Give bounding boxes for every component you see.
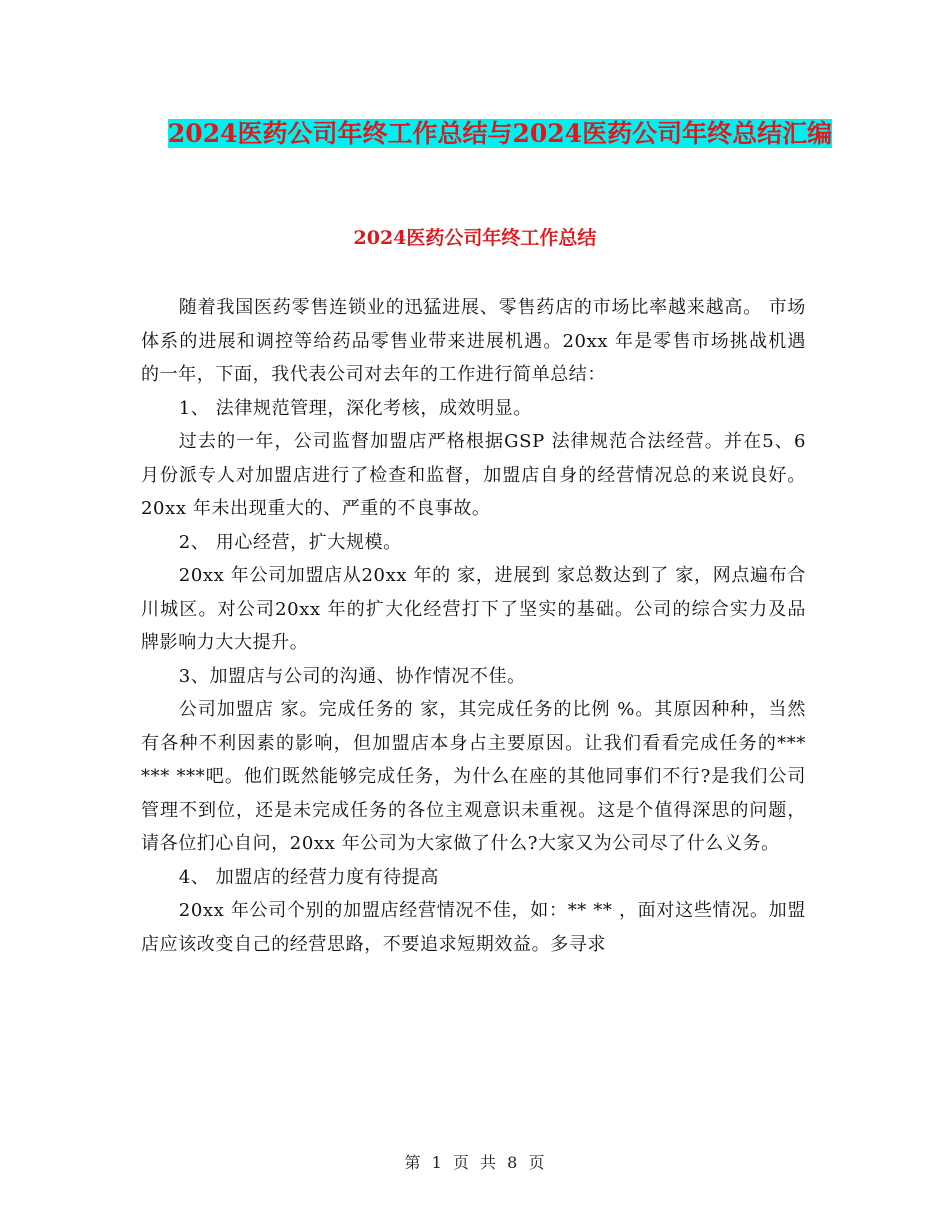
- paragraph-heading-1: 1、 法律规范管理，深化考核，成效明显。: [178, 397, 532, 419]
- footer-current-page: 1: [431, 1153, 443, 1172]
- paragraph-heading-2: 2、 用心经营，扩大规模。: [178, 531, 402, 553]
- document-body: [141, 291, 806, 961]
- paragraph-intro: 随着我国医药零售连锁业的迅猛进展、零售药店的市场比率越来越高。 市场体系的进展和调控等给药品零售业带来进展机遇。20xx 年是零售市场挑战机遇的一年，下面，我代表公司对去年的工作进行简单总结：: [141, 297, 806, 385]
- paragraph-heading-3: 3、加盟店与公司的沟通、协作情况不佳。: [178, 665, 526, 687]
- document-title-text: 2024医药公司年终工作总结与2024医药公司年终总结汇编: [167, 119, 833, 148]
- footer-label-total: 共: [480, 1153, 498, 1172]
- footer-label-page: 第: [404, 1153, 422, 1172]
- page-footer: [0, 1152, 950, 1174]
- paragraph-heading-4: 4、 加盟店的经营力度有待提高: [178, 866, 439, 888]
- paragraph-body-2: 20xx 年公司加盟店从20xx 年的 家，进展到 家总数达到了 家，网点遍布合川城区。对公司20xx 年的扩大化经营打下了坚实的基础。公司的综合实力及品牌影响力大大提升。: [141, 565, 806, 653]
- paragraph-body-1: 过去的一年，公司监督加盟店严格根据GSP 法律规范合法经营。并在5、6 月份派专人对加盟店进行了检查和监督，加盟店自身的经营情况总的来说良好。20xx 年未出现重大的、严重的不良事故。: [141, 431, 806, 519]
- footer-label-page-unit: 页: [452, 1153, 470, 1172]
- paragraph-body-4: 20xx 年公司个别的加盟店经营情况不佳，如：** ** ，面对这些情况。加盟店应该改变自己的经营思路，不要追求短期效益。多寻求: [141, 900, 806, 955]
- section-title: 2024医药公司年终工作总结: [353, 227, 597, 249]
- paragraph-body-3: 公司加盟店 家。完成任务的 家，其完成任务的比例 %。其原因种种，当然有各种不利因素的影响，但加盟店本身占主要原因。让我们看看完成任务的*** *** ***吧。他们既然能够完成任务，为什么在座的其他同事们不行?是我们公司管理不到位，还是未完成任务的各位主观意识未重视。这是个值得深思的问题，请各位扪心自问，20xx 年公司为大家做了什么?大家又为公司尽了什么义务。: [141, 699, 806, 854]
- document-title: [150, 112, 850, 156]
- footer-label-total-unit: 页: [528, 1153, 546, 1172]
- footer-total-pages: 8: [507, 1153, 519, 1172]
